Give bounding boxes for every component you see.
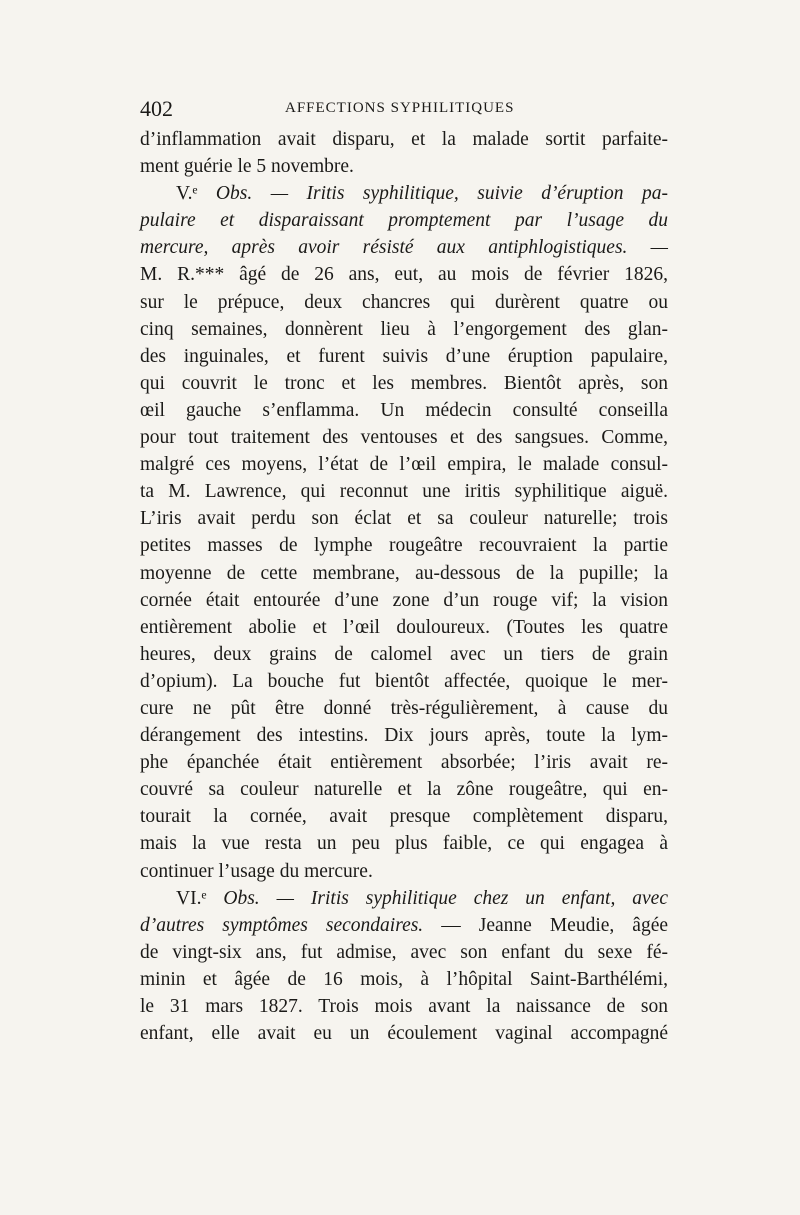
text-line: cinq semaines, donnèrent lieu à l’engorgement des glan- — [140, 318, 668, 340]
text-line: VI.ᵉ Obs. — Iritis syphilitique chez un enfant, avec — [176, 887, 668, 909]
text-line: moyenne de cette membrane, au-dessous de la pupille; la — [140, 562, 668, 584]
text-line: pulaire et disparaissant promptement par l’usage du — [140, 210, 668, 232]
text-line: cornée était entourée d’une zone d’un rouge vif; la vision — [140, 589, 668, 611]
text-line: sur le prépuce, deux chancres qui durèrent quatre ou — [140, 291, 668, 313]
text-line: d’opium). La bouche fut bientôt affectée, quoique le mer- — [140, 670, 668, 692]
text-line: heures, deux grains de calomel avec un tiers de grain — [140, 643, 668, 665]
text-line: le 31 mars 1827. Trois mois avant la naissance de son — [140, 996, 668, 1017]
text-line: couvré sa couleur naturelle et la zône rougeâtre, qui en- — [140, 779, 668, 801]
page-number: 402 — [140, 96, 173, 121]
text-line: dérangement des intestins. Dix jours après, toute la lym- — [140, 725, 668, 747]
page-header — [140, 96, 660, 124]
text-line: d’inflammation avait disparu, et la malade sortit parfaite- — [140, 129, 668, 150]
text-line: enfant, elle avait eu un écoulement vaginal accompagné — [140, 1023, 668, 1045]
text-line: mais la vue resta un peu plus faible, ce qui engagea à — [140, 833, 668, 855]
text-line: cure ne pût être donné très-régulièrement, à cause du — [140, 697, 668, 719]
text-line: V.ᵉ Obs. — Iritis syphilitique, suivie d’éruption pa- — [176, 183, 668, 205]
text-line: ment guérie le 5 novembre. — [140, 156, 354, 178]
text-line: d’autres symptômes secondaires. — Jeanne Meudie, âgée — [140, 914, 668, 936]
text-line: ta M. Lawrence, qui reconnut une iritis syphilitique aiguë. — [140, 481, 668, 503]
text-line: L’iris avait perdu son éclat et sa couleur naturelle; trois — [140, 508, 668, 530]
text-line: M. R.*** âgé de 26 ans, eut, au mois de février 1826, — [140, 264, 668, 286]
text-line: de vingt-six ans, fut admise, avec son enfant du sexe fé- — [140, 941, 668, 963]
text-line: minin et âgée de 16 mois, à l’hôpital Saint-Barthélémi, — [140, 968, 668, 990]
text-line: phe épanchée était entièrement absorbée; l’iris avait re- — [140, 752, 668, 774]
text-line: petites masses de lymphe rougeâtre recouvraient la partie — [140, 535, 668, 557]
text-line: entièrement abolie et l’œil douloureux. (Toutes les quatre — [140, 616, 668, 638]
text-line: qui couvrit le tronc et les membres. Bientôt après, son — [140, 372, 668, 394]
text-line: mercure, après avoir résisté aux antiphlogistiques. — — [140, 237, 668, 259]
text-line: continuer l’usage du mercure. — [140, 860, 373, 882]
running-title: AFFECTIONS SYPHILITIQUES — [285, 100, 515, 116]
text-line: tourait la cornée, avait presque complètement disparu, — [140, 806, 668, 828]
text-line: malgré ces moyens, l’état de l’œil empira, le malade consul- — [140, 454, 668, 476]
text-line: pour tout traitement des ventouses et des sangsues. Comme, — [140, 427, 668, 449]
body-text — [140, 126, 668, 1047]
text-line: œil gauche s’enflamma. Un médecin consulté conseilla — [140, 399, 668, 421]
text-line: des inguinales, et furent suivis d’une éruption papulaire, — [140, 345, 668, 367]
